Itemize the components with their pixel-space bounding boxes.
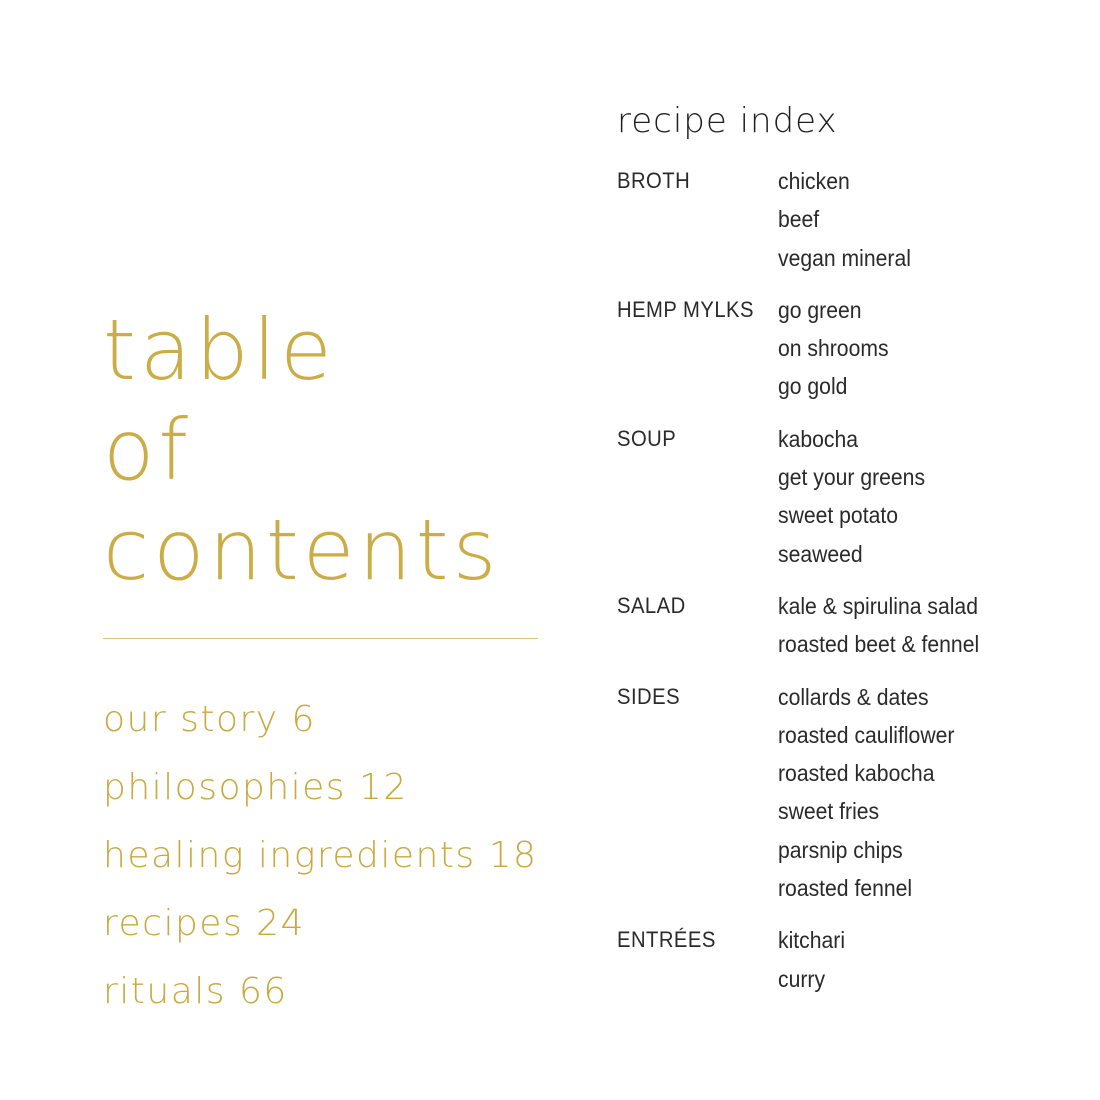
toc-title-line: table	[103, 301, 336, 399]
recipe-section	[617, 587, 1077, 664]
recipe-section-name: SALAD	[617, 592, 686, 618]
toc-list	[103, 686, 537, 1026]
recipe-section	[617, 420, 1077, 573]
toc-panel	[103, 300, 543, 600]
recipe-item: chicken	[778, 168, 850, 194]
toc-entry: our story 6	[103, 699, 316, 740]
recipe-section-name: SIDES	[617, 683, 681, 709]
toc-entry: philosophies 12	[103, 767, 408, 808]
recipe-section-name: SOUP	[617, 425, 677, 451]
recipe-index	[617, 98, 1077, 1012]
recipe-item: go gold	[778, 373, 848, 400]
recipe-list	[778, 420, 938, 573]
recipe-item: roasted fennel	[778, 875, 913, 902]
toc-title-line: of	[103, 401, 192, 499]
toc-title	[103, 300, 543, 600]
recipe-index-sections	[617, 162, 1077, 998]
recipe-list	[778, 162, 922, 277]
recipe-section-name: HEMP MYLKS	[617, 296, 754, 322]
toc-entry: healing ingredients 18	[103, 835, 538, 876]
recipe-section	[617, 921, 1077, 998]
recipe-item: sweet fries	[778, 798, 880, 825]
toc-title-line: contents	[103, 501, 501, 599]
recipe-list	[778, 291, 898, 406]
recipe-item: roasted beet & fennel	[778, 631, 980, 658]
recipe-item: seaweed	[778, 540, 863, 567]
recipe-item: sweet potato	[778, 502, 898, 529]
recipe-item: kitchari	[778, 927, 846, 954]
toc-entry: rituals 66	[103, 971, 288, 1012]
toc-divider	[103, 638, 538, 639]
recipe-section	[617, 678, 1077, 908]
recipe-item: collards & dates	[778, 683, 929, 710]
recipe-list	[778, 587, 997, 664]
recipe-item: beef	[778, 206, 820, 233]
recipe-item: get your greens	[778, 464, 926, 491]
recipe-item: kabocha	[778, 425, 859, 452]
recipe-item: parsnip chips	[778, 836, 903, 863]
recipe-section	[617, 162, 1077, 277]
recipe-section-name: BROTH	[617, 168, 691, 193]
recipe-item: on shrooms	[778, 335, 889, 362]
recipe-index-title: recipe index	[617, 101, 838, 141]
recipe-list	[778, 921, 851, 998]
recipe-list	[778, 678, 970, 908]
recipe-item: go green	[778, 296, 862, 323]
recipe-item: kale & spirulina salad	[778, 592, 978, 619]
recipe-item: roasted cauliflower	[778, 721, 955, 748]
recipe-item: roasted kabocha	[778, 760, 935, 787]
recipe-section-name: ENTRÉES	[617, 927, 716, 953]
recipe-item: curry	[778, 965, 826, 992]
toc-entry: recipes 24	[103, 903, 305, 944]
recipe-section	[617, 291, 1077, 406]
recipe-item: vegan mineral	[778, 244, 911, 271]
